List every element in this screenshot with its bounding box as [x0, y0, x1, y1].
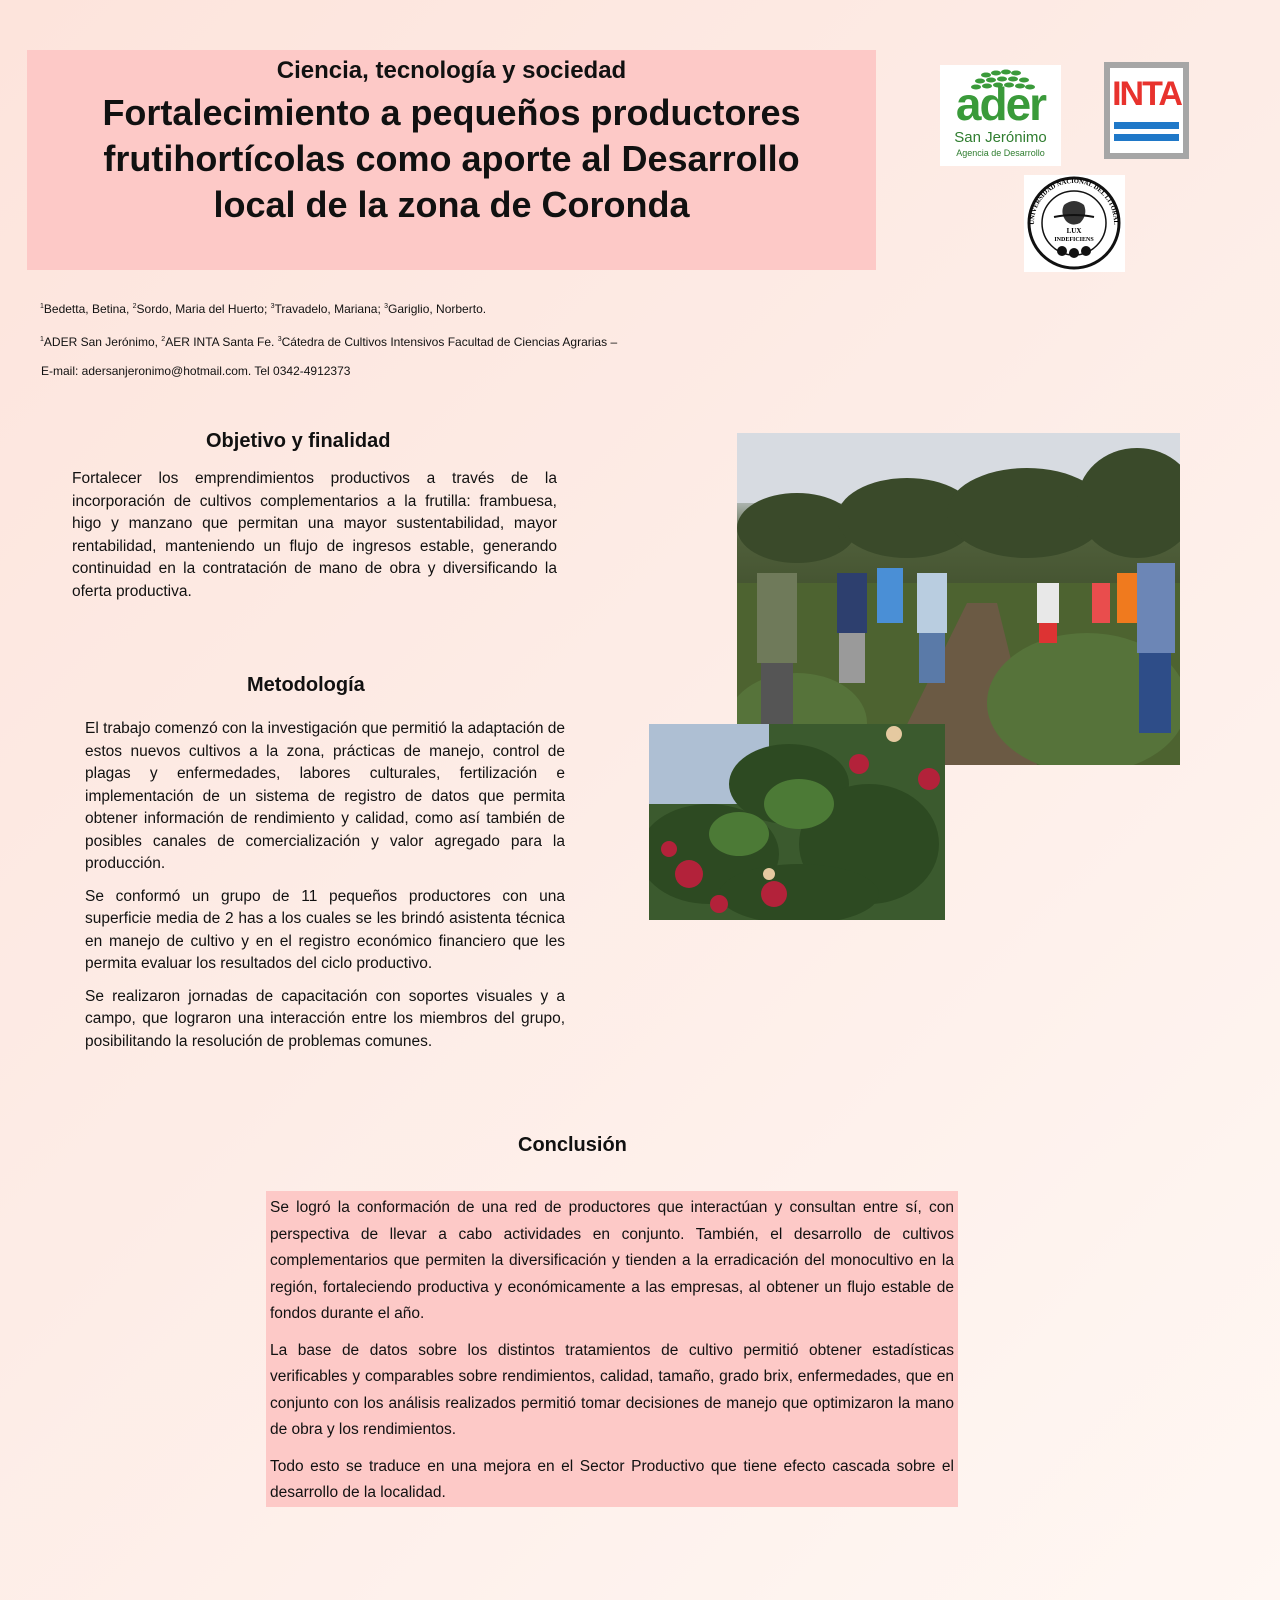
inta-logo-panel: [1110, 68, 1183, 153]
metodologia-paragraph-2: Se conformó un grupo de 11 pequeños productores con una superficie media de 2 has a los cuales se les brindó asistenta técnica en manejo de cultivo y en el registro económico financiero que les permita evaluar los resultados del ciclo productivo.: [85, 887, 565, 972]
field-visit-photo: [737, 433, 1180, 765]
title-banner: [27, 50, 876, 270]
inta-logo: [1104, 62, 1189, 159]
conclusion-paragraph-3: Todo esto se traduce en una mejora en el Sector Productivo que tiene efecto cascada sobre el desarrollo de la localidad.: [270, 1457, 954, 1501]
author-superscript: 3: [384, 303, 389, 310]
raspberry-photo: [649, 724, 945, 920]
affiliation-superscript: 2: [161, 336, 166, 343]
unl-ring-text: UNIVERSIDAD NACIONAL DEL LITORAL: [1028, 177, 1120, 225]
affiliation-text: Cátedra de Cultivos Intensivos Facultad de Ciencias Agrarias –: [281, 335, 618, 349]
poster-subtitle: Ciencia, tecnología y sociedad: [276, 57, 627, 84]
authors-line: [40, 302, 486, 316]
unl-motto-1: LUX: [1066, 227, 1082, 235]
conclusion-heading: Conclusión: [518, 1134, 627, 1156]
raspberry-image: [649, 724, 945, 920]
affiliations-line: [40, 335, 617, 349]
metodologia-paragraph-3: Se realizaron jornadas de capacitación con soportes visuales y a campo, que lograron una interacción entre los miembros del grupo, posibilitando la resolución de problemas comunes.: [85, 987, 565, 1050]
conclusion-box: [266, 1191, 958, 1507]
affiliation-superscript: 1: [40, 336, 44, 343]
author-text: Gariglio, Norberto.: [388, 302, 487, 316]
conclusion-paragraph-2: La base de datos sobre los distintos tratamientos de cultivo permitió obtener estadísticas verificables y comparables sobre rendimientos, calidad, tamaño, grado brix, enfermedades, que en conjunto con los análisis realizados permitió tomar decisiones de manejo que optimizaron la mano de obra y los rendimientos.: [270, 1341, 954, 1438]
ader-logo-name: San Jerónimo: [954, 129, 1047, 146]
unl-seal-logo: [1024, 175, 1125, 272]
contact-email: E-mail: adersanjeronimo@hotmail.com. Tel 0342-4912373: [41, 364, 351, 378]
inta-stripe-top: [1114, 122, 1179, 129]
ader-logo-main: ader: [955, 78, 1046, 130]
author-text: Bedetta, Betina,: [43, 302, 133, 316]
objetivo-text: [72, 468, 557, 613]
metodologia-text: [85, 718, 565, 1063]
metodologia-paragraph-1: El trabajo comenzó con la investigación que permitió la adaptación de estos nuevos cultivos a la zona, prácticas de manejo, control de plagas y enfermedades, labores culturales, fertilización e implementación de un sistema de registro de datos que permita obtener información de rendimiento y calidad, como así también de posibles canales de comercialización y valor agregado para la producción.: [85, 720, 565, 872]
author-superscript: 3: [270, 303, 275, 310]
affiliation-text: ADER San Jerónimo,: [43, 335, 162, 349]
affiliation-text: AER INTA Santa Fe.: [165, 335, 278, 349]
affiliation-superscript: 3: [277, 336, 282, 343]
poster-title: Fortalecimiento a pequeños productores frutihortícolas como aporte al Desarrollo local de la zona de Coronda: [102, 92, 801, 225]
author-text: Travadelo, Mariana;: [274, 302, 385, 316]
field-visit-image: [737, 433, 1180, 765]
ader-logo-tagline: Agencia de Desarrollo: [956, 148, 1045, 158]
ader-logo: [940, 65, 1061, 166]
unl-motto-2: INDEFICIENS: [1054, 237, 1094, 243]
inta-stripe-bottom: [1114, 134, 1179, 141]
unl-seal-icon: [1024, 175, 1125, 272]
objetivo-paragraph: Fortalecer los emprendimientos productivos a través de la incorporación de cultivos complementarios a la frutilla: frambuesa, higo y manzano que permitan una mayor sustentabilidad, mayor rentabilidad, manteniendo un flujo de ingresos estable, generando continuidad en la contratación de mano de obra y diversificando la oferta productiva.: [72, 470, 557, 600]
author-superscript: 2: [132, 303, 137, 310]
objetivo-heading: Objetivo y finalidad: [206, 430, 391, 452]
inta-logo-text: INTA: [1112, 75, 1181, 113]
metodologia-heading: Metodología: [247, 674, 365, 696]
author-superscript: 1: [40, 303, 44, 310]
conclusion-text: [266, 1191, 958, 1507]
author-text: Sordo, Maria del Huerto;: [136, 302, 271, 316]
conclusion-paragraph-1: Se logró la conformación de una red de productores que interactúan y consultan entre sí, con perspectiva de llevar a cabo actividades en conjunto. También, el desarrollo de cultivos complementarios que permiten la diversificación y tienden a la erradicación del monocultivo en la región, fortaleciendo productiva y económicamente a las empresas, al obtener un flujo estable de fondos durante el año.: [270, 1199, 954, 1322]
